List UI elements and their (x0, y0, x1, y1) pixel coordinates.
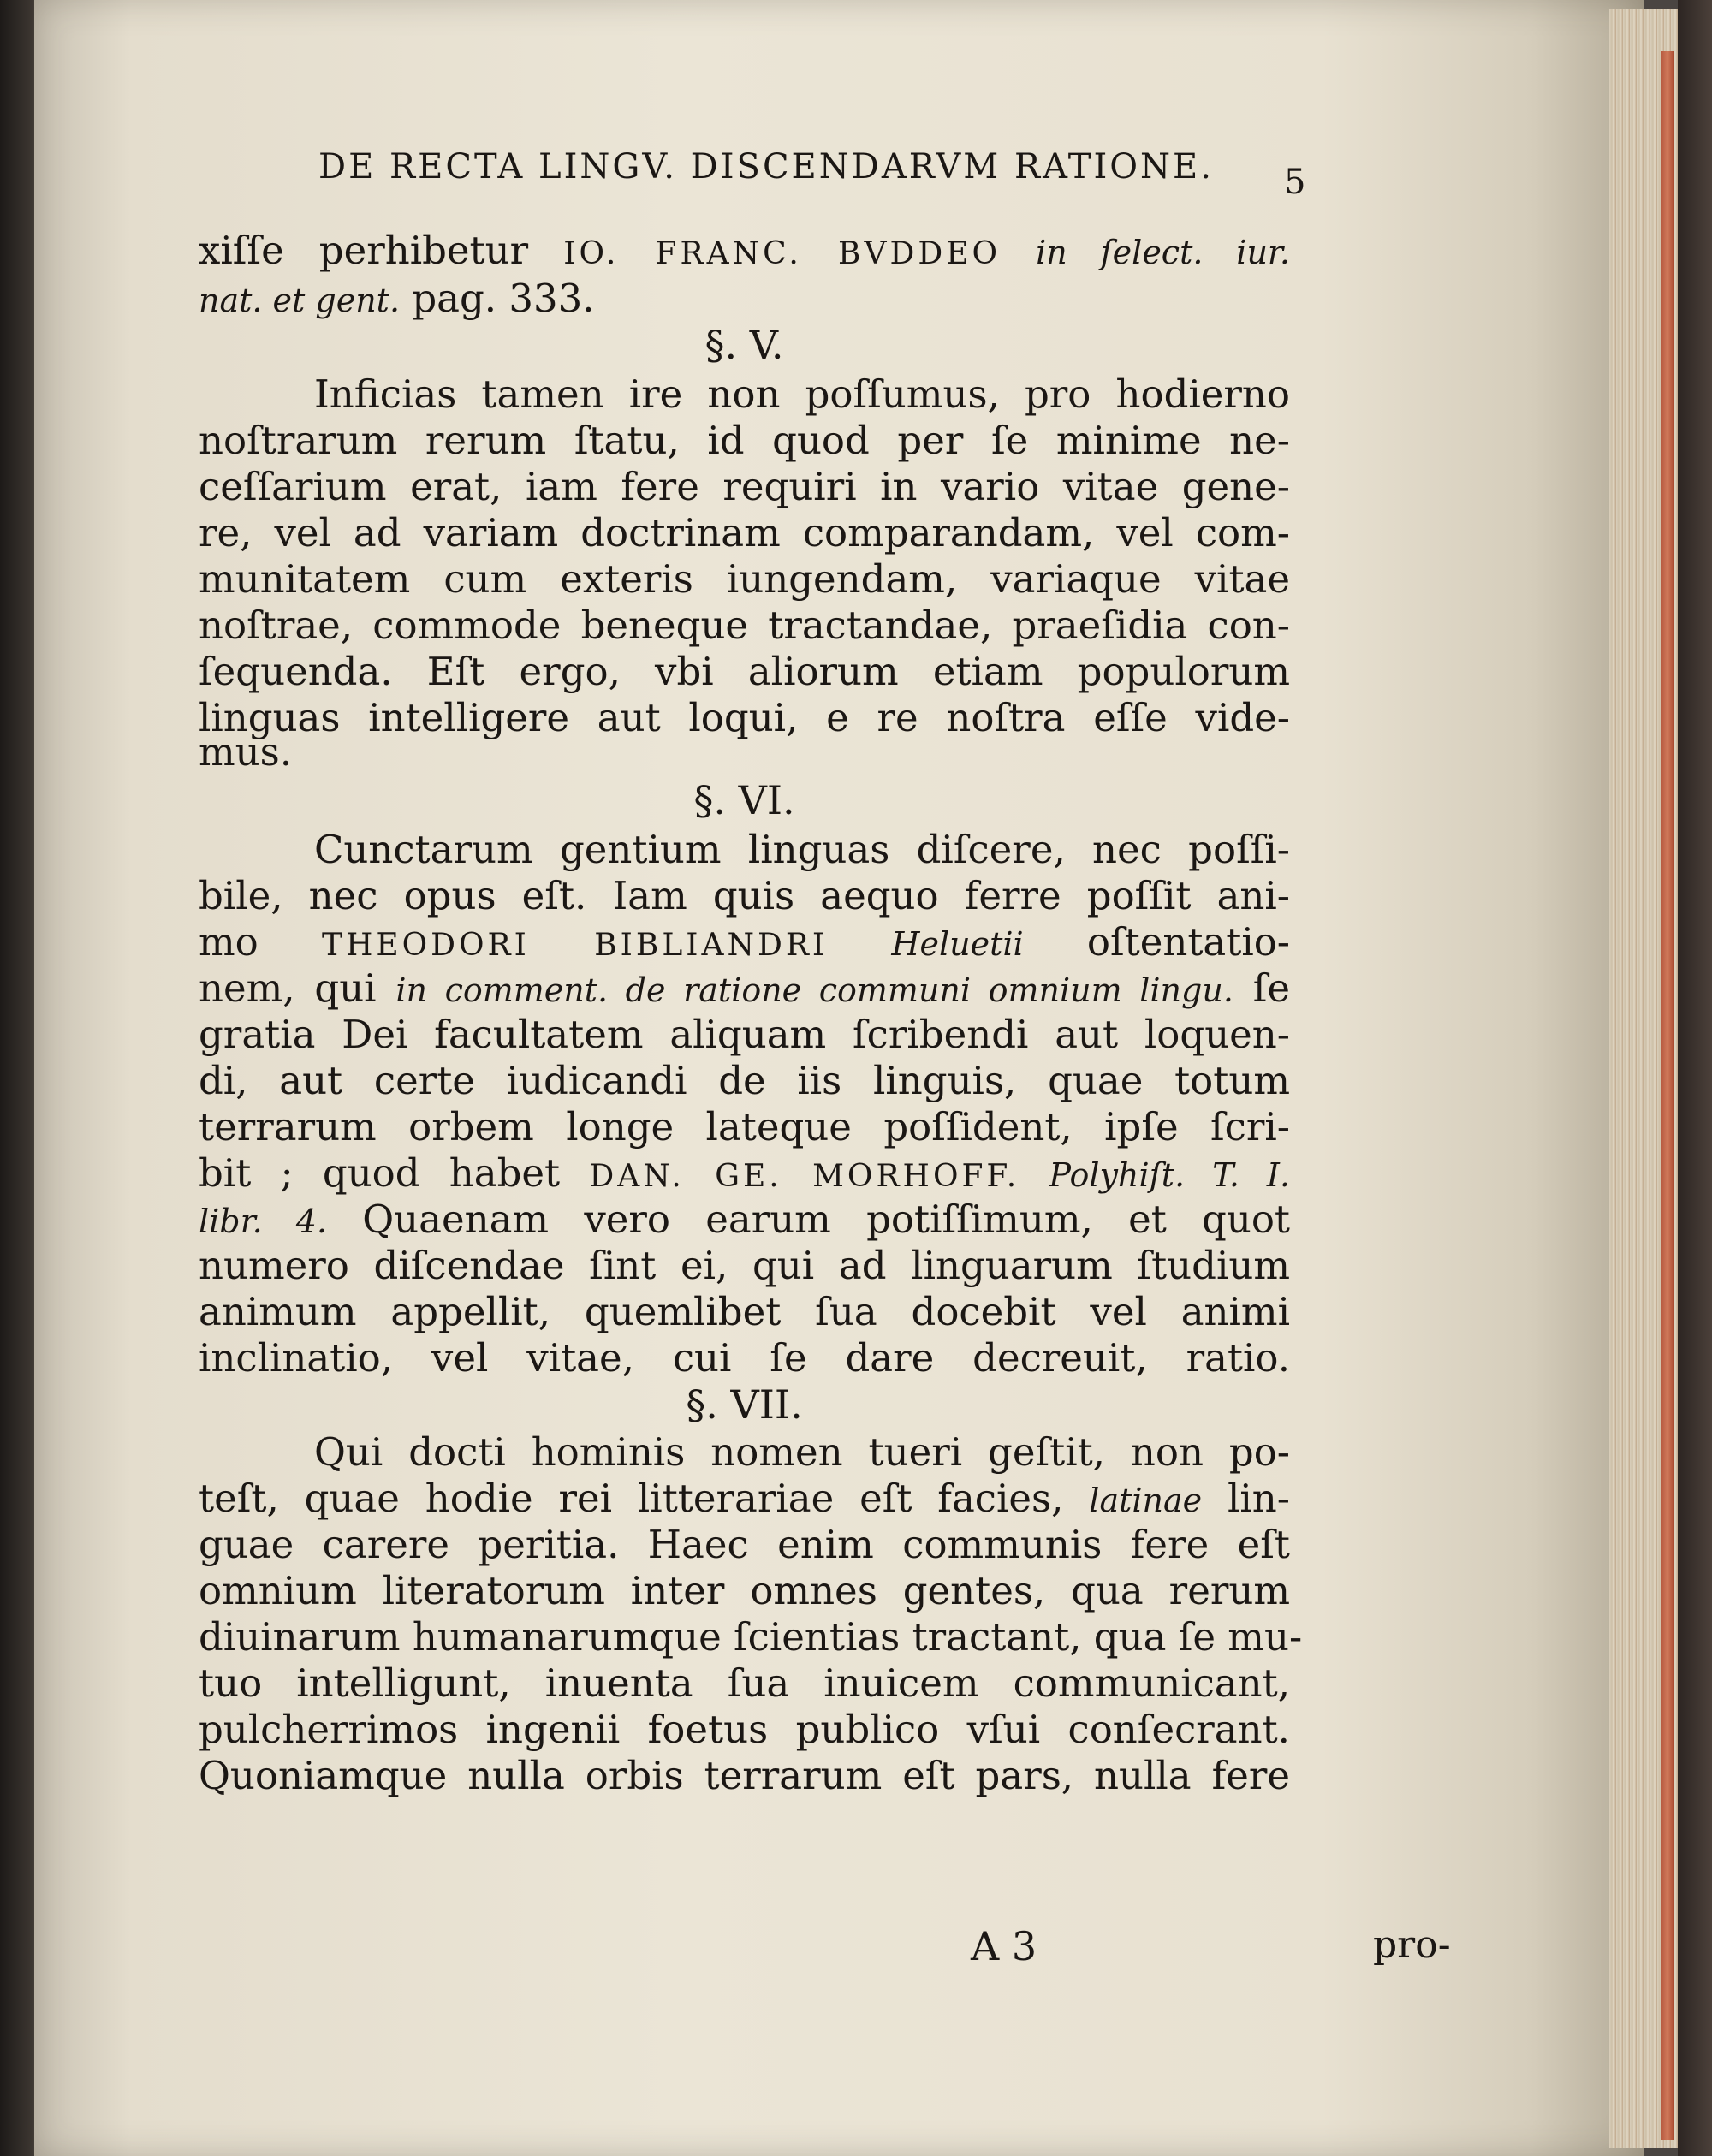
page-number: 5 (1284, 163, 1306, 202)
text-line: teſt, quae hodie rei litterariae eſt facies, latinae lin- (199, 1476, 1290, 1521)
text-line: terrarum orbem longe lateque poſſident, ipſe ſcri- (199, 1104, 1290, 1149)
section-heading: §. VII. (686, 1381, 803, 1428)
text-line: re, vel ad variam doctrinam comparandam, vel com- (199, 510, 1290, 555)
text-line: munitatem cum exteris iungendam, variaque vitae (199, 556, 1290, 602)
text-line: bit ; quod habet DAN. GE. MORHOFF. Polyhiſt. T. I. (199, 1150, 1290, 1196)
text-line: bile, nec opus eſt. Iam quis aequo ferre poſſit ani- (199, 873, 1290, 918)
text-line: gratia Dei facultatem aliquam ſcribendi aut loquen- (199, 1012, 1290, 1057)
text-line: libr. 4. Quaenam vero earum potiſſimum, et quot (199, 1197, 1290, 1242)
book-cover-edge (1678, 0, 1712, 2156)
text-line: xiſſe perhibetur IO. FRANC. BVDDEO in ſelect. iur. (199, 228, 1291, 273)
text-line: mus. (199, 729, 293, 775)
text-line: linguas intelligere aut loqui, e re noſtra eſſe vide- (199, 695, 1290, 740)
text-line: Qui docti hominis nomen tueri geſtit, non po- (314, 1429, 1290, 1475)
text-line: diuinarum humanarumque ſcientias tractant, qua ſe mu- (199, 1614, 1303, 1660)
text-line: nem, qui in comment. de ratione communi omnium lingu. ſe (199, 965, 1290, 1011)
text-line: animum appellit, quemlibet ſua docebit vel animi (199, 1289, 1290, 1334)
text-line: omnium literatorum inter omnes gentes, qua rerum (199, 1568, 1290, 1613)
running-head: DE RECTA LINGV. DISCENDARVM RATIONE. (318, 147, 1214, 187)
text-line: inclinatio, vel vitae, cui ſe dare decreuit, ratio. (199, 1335, 1290, 1381)
text-line: Cunctarum gentium linguas diſcere, nec poſſi- (314, 827, 1290, 872)
catchword: pro- (1373, 1923, 1451, 1967)
text-line: noſtrarum rerum ſtatu, id quod per ſe minime ne- (199, 418, 1290, 463)
text-line: noſtrae, commode beneque tractandae, praeſidia con- (199, 603, 1290, 648)
text-line: tuo intelligunt, inuenta ſua inuicem communicant, (199, 1660, 1290, 1706)
text-line: Inficias tamen ire non poſſumus, pro hodierno (314, 371, 1290, 417)
text-line: mo THEODORI BIBLIANDRI Heluetii oſtentatio- (199, 919, 1291, 965)
text-line: numero diſcendae ſint ei, qui ad linguarum ſtudium (199, 1243, 1290, 1288)
signature-mark: A 3 (971, 1923, 1037, 1969)
text-line: pulcherrimos ingenii foetus publico vſui conſecrant. (199, 1707, 1290, 1752)
red-page-edge (1661, 51, 1674, 2140)
text-line: ſequenda. Eſt ergo, vbi aliorum etiam populorum (199, 649, 1290, 694)
section-heading: §. V. (704, 322, 784, 368)
text-line: Quoniamque nulla orbis terrarum eſt pars, nulla fere (199, 1753, 1290, 1798)
text-line: di, aut certe iudicandi de iis linguis, quae totum (199, 1058, 1290, 1103)
text-line: guae carere peritia. Haec enim communis fere eſt (199, 1522, 1290, 1567)
text-line: nat. et gent. pag. 333. (199, 276, 595, 321)
text-line: ceſſarium erat, iam fere requiri in vario vitae gene- (199, 464, 1290, 509)
section-heading: §. VI. (693, 777, 795, 823)
